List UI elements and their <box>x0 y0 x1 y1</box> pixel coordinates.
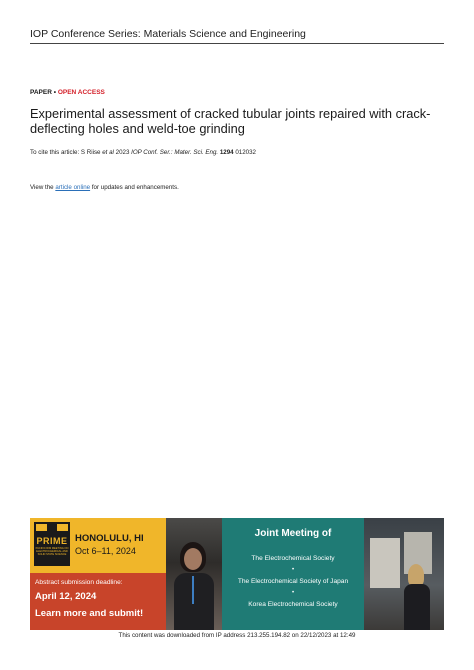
photo-lanyard <box>192 576 194 604</box>
citation-journal: IOP Conf. Ser.: Mater. Sci. Eng. <box>131 149 219 156</box>
view-online-line <box>30 184 179 191</box>
poster-board-1 <box>370 538 400 588</box>
citation-line <box>30 149 444 156</box>
citation-prefix: To cite this article: S Riise <box>30 149 103 156</box>
banner-event-panel <box>30 518 166 573</box>
society-bullet-1: • <box>291 567 295 573</box>
citation-article-number: 012032 <box>233 149 256 156</box>
event-dates: Oct 6–11, 2024 <box>75 546 136 556</box>
prime-logo <box>34 522 70 566</box>
photo-face <box>184 548 202 570</box>
download-footer: This content was downloaded from IP address 213.255.194.82 on 22/12/2023 at 12:49 <box>118 632 356 639</box>
society-3: Korea Electrochemical Society <box>248 601 338 608</box>
journal-header: IOP Conference Series: Materials Science and Engineering <box>30 28 444 44</box>
tag-separator: • <box>51 89 58 96</box>
joint-meeting-heading: Joint Meeting of <box>254 528 332 539</box>
citation-volume: 1294 <box>219 149 234 156</box>
citation-et-al: et al <box>102 149 114 156</box>
photo-hair-2 <box>408 564 424 586</box>
citation-year: 2023 <box>113 149 132 156</box>
open-access-badge: OPEN ACCESS <box>57 89 105 96</box>
deadline-label: Abstract submission deadline: <box>35 579 123 586</box>
poster-session-photo <box>364 518 444 630</box>
logo-notch <box>47 524 57 534</box>
advertisement-banner[interactable] <box>30 518 444 630</box>
society-2: The Electrochemical Society of Japan <box>237 578 349 585</box>
paper-label: PAPER <box>30 89 52 96</box>
view-after: for updates and enhancements. <box>90 184 179 191</box>
society-bullet-2: • <box>291 590 295 596</box>
deadline-date: April 12, 2024 <box>35 591 97 602</box>
article-title: Experimental assessment of cracked tubular joints repaired with crack-deflecting holes and weld-toe grinding <box>30 106 431 136</box>
banner-left-panel <box>30 518 166 630</box>
learn-more-button[interactable]: Learn more and submit! <box>35 608 144 619</box>
view-before: View the <box>30 184 56 191</box>
speaker-photo <box>166 518 222 630</box>
article-online-link[interactable]: article online <box>55 184 91 191</box>
banner-deadline-panel <box>30 573 166 630</box>
photo-body-2 <box>404 584 430 630</box>
paper-type-tag <box>30 89 105 96</box>
event-city: HONOLULU, HI <box>75 533 144 544</box>
society-1: The Electrochemical Society <box>251 555 335 562</box>
logo-word: PRIME <box>36 536 68 546</box>
logo-subtitle: PACIFIC RIM MEETING ON ELECTROCHEMICAL AND SOLID STATE SCIENCE <box>35 547 69 557</box>
photo-body <box>174 573 214 630</box>
joint-meeting-panel <box>222 518 364 630</box>
